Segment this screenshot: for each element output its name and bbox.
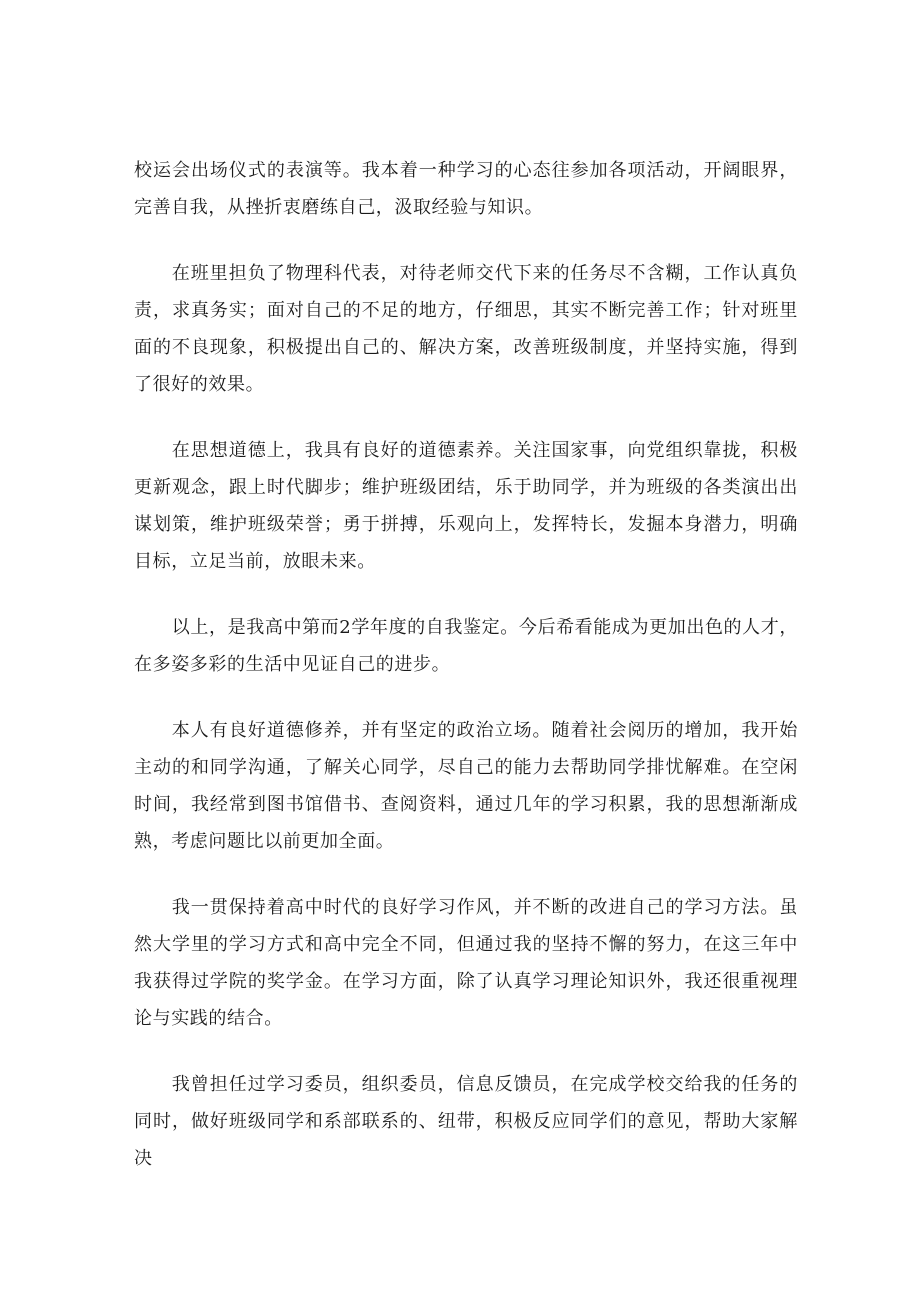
paragraph-1: 校运会出场仪式的表演等。我本着一种学习的心态往参加各项活动，开阔眼界，完善自我，从挫折衷磨练自己，汲取经验与知识。 (134, 160, 798, 218)
paragraph-5: 本人有良好道德修养，并有坚定的政治立场。随着社会阅历的增加，我开始主动的和同学沟通，了解关心同学，尽自己的能力去帮助同学排忧解难。在空闲时间，我经常到图书馆借书、查阅资料，通过几年的学习积累，我的思想渐渐成熟，考虑问题比以前更加全面。 (134, 720, 798, 852)
document-body (134, 152, 798, 1206)
paragraph-7: 我曾担任过学习委员，组织委员，信息反馈员，在完成学校交给我的任务的同时，做好班级同学和系部联系的、纽带，积极反应同学们的意见，帮助大家解决 (134, 1074, 798, 1169)
paragraph-6: 我一贯保持着高中时代的良好学习作风，并不断的改进自己的学习方法。虽然大学里的学习方式和高中完全不同，但通过我的坚持不懈的努力，在这三年中我获得过学院的奖学金。在学习方面，除了认真学习理论知识外，我还很重视理论与实践的结合。 (134, 897, 798, 1029)
paragraph-3: 在思想道德上，我具有良好的道德素养。关注国家事，向党组织靠拢，积极更新观念，跟上时代脚步；维护班级团结，乐于助同学，并为班级的各类演出出谋划策，维护班级荣誉；勇于拼搏，乐观向上，发挥特长，发掘本身潜力，明确目标，立足当前，放眼未来。 (134, 440, 798, 572)
paragraph-2: 在班里担负了物理科代表，对待老师交代下来的任务尽不含糊，工作认真负责，求真务实；面对自己的不足的地方，仔细思，其实不断完善工作；针对班里面的不良现象，积极提出自己的、解决方案，改善班级制度，并坚持实施，得到了很好的效果。 (134, 263, 798, 395)
paragraph-4: 以上，是我高中第而2学年度的自我鉴定。今后希看能成为更加出色的人才，在多姿多彩的生活中见证自己的进步。 (134, 617, 798, 675)
